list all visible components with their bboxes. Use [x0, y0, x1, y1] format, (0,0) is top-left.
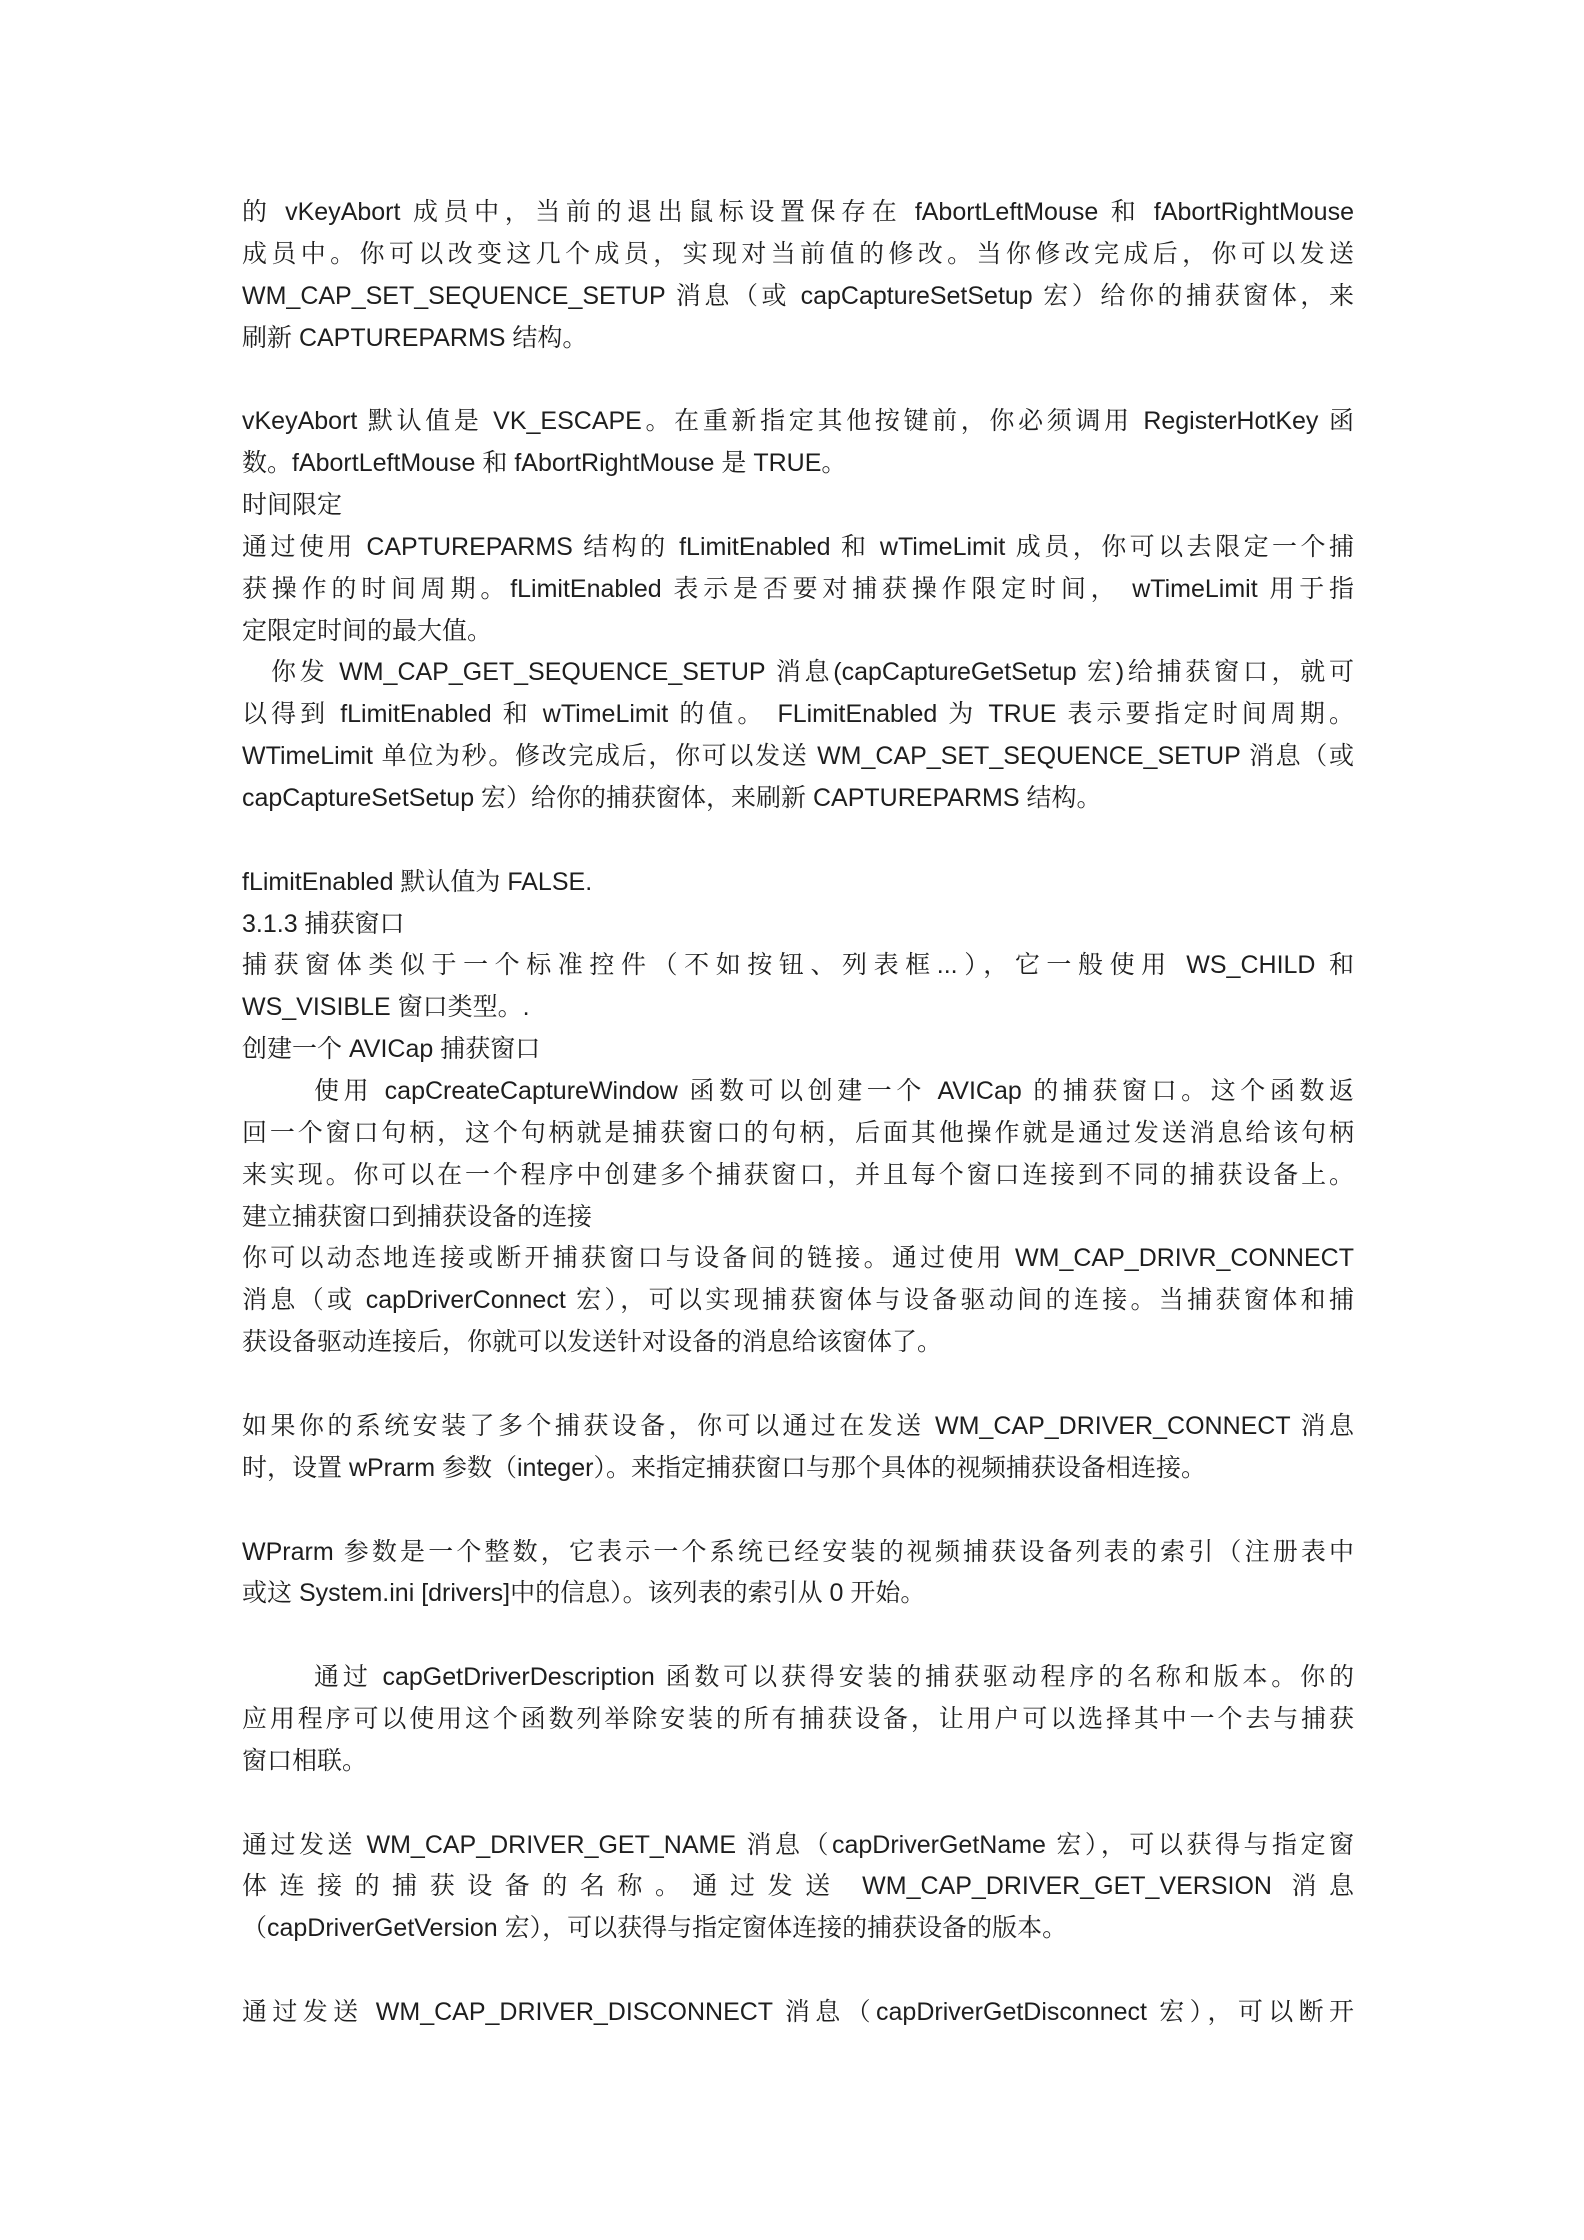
paragraph-line: 数。fAbortLeftMouse 和 fAbortRightMouse 是 TRUE。: [242, 449, 847, 478]
paragraph-line: 通过发送 WM_CAP_DRIVER_GET_NAME 消息（capDriverGetName 宏），可以获得与指定窗: [242, 1830, 1354, 1859]
paragraph-line: fLimitEnabled 默认值为 FALSE.: [242, 867, 593, 896]
paragraph-line: 窗口相联。: [242, 1746, 368, 1775]
section-heading-connect-device: 建立捕获窗口到捕获设备的连接: [242, 1202, 593, 1231]
paragraph-get-name-version: [242, 1825, 1354, 1951]
paragraph-line: 时，设置 wPrarm 参数（integer）。来指定捕获窗口与那个具体的视频捕获设备相连接。: [242, 1453, 1206, 1482]
paragraph-line: 刷新 CAPTUREPARMS 结构。: [242, 323, 588, 352]
paragraph-line: 如果你的系统安装了多个捕获设备，你可以通过在发送 WM_CAP_DRIVER_CONNECT 消息: [242, 1411, 1354, 1440]
paragraph-line: 定限定时间的最大值。: [242, 616, 493, 645]
paragraph-disconnect: [242, 1992, 1354, 2034]
paragraph-line: WTimeLimit 单位为秒。修改完成后，你可以发送 WM_CAP_SET_SEQUENCE_SETUP 消息（或: [242, 742, 1354, 771]
paragraph-line: 成员中。你可以改变这几个成员，实现对当前值的修改。当你修改完成后，你可以发送: [242, 239, 1354, 268]
paragraph-line: 捕获窗体类似于一个标准控件（不如按钮、列表框...），它一般使用 WS_CHILD 和: [242, 951, 1354, 980]
paragraph-line: capCaptureSetSetup 宏）给你的捕获窗体，来刷新 CAPTUREPARMS 结构。: [242, 784, 1102, 813]
paragraph-line: 获操作的时间周期。fLimitEnabled 表示是否要对捕获操作限定时间， wTimeLimit 用于指: [242, 574, 1354, 603]
paragraph-line: 来实现。你可以在一个程序中创建多个捕获窗口，并且每个窗口连接到不同的捕获设备上。: [242, 1160, 1354, 1189]
paragraph-line: 应用程序可以使用这个函数列举除安装的所有捕获设备，让用户可以选择其中一个去与捕获: [242, 1704, 1354, 1733]
paragraph-line: 体连接的捕获设备的名称。通过发送 WM_CAP_DRIVER_GET_VERSION 消息: [242, 1872, 1354, 1901]
paragraph-line: （capDriverGetVersion 宏），可以获得与指定窗体连接的捕获设备的版本。: [242, 1914, 1068, 1943]
paragraph-line: 你可以动态地连接或断开捕获窗口与设备间的链接。通过使用 WM_CAP_DRIVR_CONNECT: [242, 1244, 1354, 1273]
paragraph-get-description: [242, 1657, 1354, 1783]
section-heading-time-limit: 时间限定: [242, 491, 343, 520]
paragraph-wprarm: [242, 1532, 1354, 1616]
section-time-limit: [242, 401, 1354, 820]
section-capture-window: [242, 862, 1354, 1364]
paragraph-vkeyabort-members: [242, 192, 1354, 359]
paragraph-line: 回一个窗口句柄，这个句柄就是捕获窗口的句柄，后面其他操作就是通过发送消息给该句柄: [242, 1118, 1354, 1147]
paragraph-line: 获设备驱动连接后，你就可以发送针对设备的消息给该窗体了。: [242, 1328, 943, 1357]
paragraph-line: 通过使用 CAPTUREPARMS 结构的 fLimitEnabled 和 wTimeLimit 成员，你可以去限定一个捕: [242, 532, 1354, 561]
paragraph-line: 通过发送 WM_CAP_DRIVER_DISCONNECT 消息（capDriverGetDisconnect 宏），可以断开: [242, 1997, 1354, 2026]
section-heading-capture-window: 3.1.3 捕获窗口: [242, 909, 405, 938]
paragraph-line: vKeyAbort 默认值是 VK_ESCAPE。在重新指定其他按键前，你必须调用 RegisterHotKey 函: [242, 407, 1354, 436]
paragraph-line: 消息（或 capDriverConnect 宏），可以实现捕获窗体与设备驱动间的连接。当捕获窗体和捕: [242, 1286, 1354, 1315]
document-page: [242, 192, 1354, 2034]
section-heading-create-avicap: 创建一个 AVICap 捕获窗口: [242, 1035, 541, 1064]
paragraph-line: 或这 System.ini [drivers]中的信息）。该列表的索引从 0 开始。: [242, 1579, 926, 1608]
paragraph-line: WS_VISIBLE 窗口类型。.: [242, 993, 530, 1022]
paragraph-line: WPrarm 参数是一个整数，它表示一个系统已经安装的视频捕获设备列表的索引（注册表中: [242, 1537, 1354, 1566]
paragraph-line: 通过 capGetDriverDescription 函数可以获得安装的捕获驱动程序的名称和版本。你的: [314, 1663, 1354, 1692]
paragraph-line: 以得到 fLimitEnabled 和 wTimeLimit 的值。 FLimitEnabled 为 TRUE 表示要指定时间周期。: [242, 700, 1354, 729]
paragraph-line: 使用 capCreateCaptureWindow 函数可以创建一个 AVICap 的捕获窗口。这个函数返: [314, 1077, 1354, 1106]
paragraph-line: WM_CAP_SET_SEQUENCE_SETUP 消息（或 capCaptureSetSetup 宏）给你的捕获窗体，来: [242, 281, 1354, 310]
paragraph-multiple-devices: [242, 1406, 1354, 1490]
paragraph-line: 的 vKeyAbort 成员中，当前的退出鼠标设置保存在 fAbortLeftMouse 和 fAbortRightMouse: [242, 198, 1354, 226]
paragraph-line: 你发 WM_CAP_GET_SEQUENCE_SETUP 消息(capCaptureGetSetup 宏)给捕获窗口，就可: [271, 658, 1354, 687]
